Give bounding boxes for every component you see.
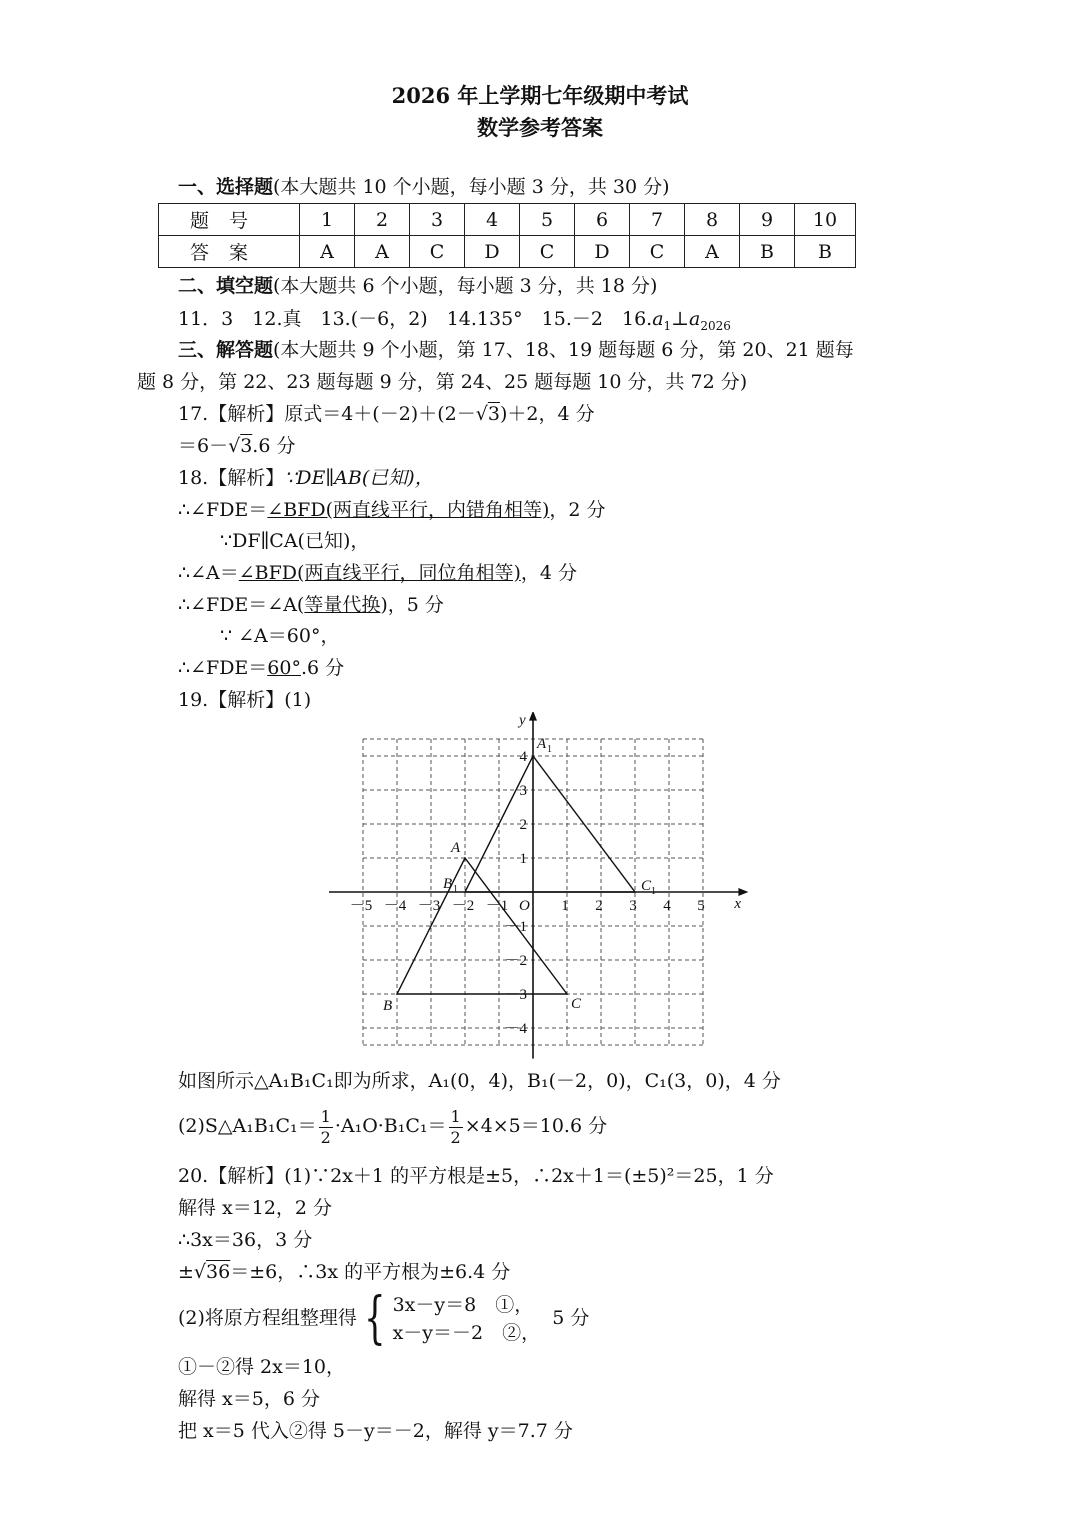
table-cell: 10 [795,204,856,236]
table-cell: 4 [465,204,520,236]
y-tick-label: －2 [504,953,527,969]
q18-line3: ∵DF∥CA(已知)， [220,530,370,552]
y-axis-label: y [519,712,526,729]
origin-label: O [519,898,530,914]
q19-conclusion: 如图所示△A₁B₁C₁即为所求，A₁(0，4)，B₁(－2，0)，C₁(3，0)，4 分 [178,1070,781,1092]
q19-part2-a: (2)S△A₁B₁C₁＝ [178,1115,317,1137]
row-label: 答案 [159,236,300,268]
x-tick-label: 4 [663,898,671,914]
x-tick-label: 2 [595,898,603,914]
q18-l2-a: ∴∠FDE＝ [178,499,268,521]
exam-title: 2026 年上学期七年级期中考试 [391,83,689,108]
section1-title: 一、选择题 [178,176,274,198]
sqrt-sign: √ [193,1261,207,1283]
table-cell: A [355,236,410,268]
table-cell: C [520,236,575,268]
sqrt-radicand: 3 [240,435,253,457]
equation-2: x－y＝－2 ②， [392,1322,541,1344]
q18-line7 [178,655,344,681]
section2-heading [178,273,657,299]
q19-part1: (1) [284,689,312,711]
point-label-a1-sub: 1 [547,744,552,755]
q20-line6: ①－②得 2x＝10， [178,1356,346,1378]
x-tick-label: 3 [629,898,637,914]
y-tick-label: 2 [519,817,527,833]
q18-l2-b: ，2 分 [549,499,606,521]
q19-line1 [178,687,311,713]
q20-line8: 把 x＝5 代入②得 5－y＝－2，解得 y＝7.7 分 [178,1420,573,1442]
q18-l7-a: ∴∠FDE＝ [178,657,268,679]
q18-line5 [178,592,444,618]
q18-line1 [178,465,434,491]
point-label-a1: A [537,736,547,752]
table-cell: C [630,236,685,268]
point-label-c1-sub: 1 [651,886,656,897]
ans16-sub1: 1 [663,318,672,333]
row-label: 题号 [159,204,300,236]
x-axis-label: x [734,896,742,912]
fraction-den: 2 [320,1127,331,1147]
x-tick-label: －3 [417,898,441,914]
point-label-c1: C [641,878,652,894]
table-cell: 2 [355,204,410,236]
x-tick-label: －2 [451,898,475,914]
x-tick-label: 1 [561,898,569,914]
table-row-answers [159,236,856,268]
x-tick-label: －1 [485,898,509,914]
point-labels [383,736,656,1014]
sqrt-sign: √ [475,403,488,425]
y-tick-label: 3 [519,783,527,799]
table-cell: 5 [520,204,575,236]
y-tick-label: －1 [504,919,527,935]
table-cell: A [685,236,740,268]
q17-line2-a: ＝6－ [178,435,229,457]
brace-icon: { [364,1286,386,1351]
q18-l5-a: ∴∠FDE＝∠A( [178,594,305,616]
answer-key-title: 数学参考答案 [477,115,603,140]
equation-1: 3x－y＝8 ①， [392,1294,534,1316]
q18-prefix: 18.【解析】 [178,467,285,489]
q20-l4-a: ± [178,1261,194,1283]
x-tick-label: －5 [349,898,373,914]
section2-note: (本大题共 6 个小题，每小题 3 分，共 18 分) [273,275,658,297]
table-cell: A [300,236,355,268]
q18-line6: ∵ ∠A＝60°， [220,625,340,647]
x-axis-arrow-icon [738,888,748,896]
y-axis-arrow-icon [529,712,537,721]
tick-labels [350,713,742,1037]
fraction-den: 2 [450,1127,461,1147]
q19-part2-c: ×4×5＝10.6 分 [464,1115,608,1137]
q18-l5-underlined: 等量代换 [304,594,381,616]
q18-l4-a: ∴∠A＝ [178,562,239,584]
ans16-var: a [652,308,664,330]
q20-line5 [178,1286,590,1351]
table-cell: 7 [630,204,685,236]
table-row-numbers [159,204,856,236]
table-cell: B [740,236,795,268]
q18-l5-b: )，5 分 [380,594,444,616]
answer-table [158,203,856,268]
q20-line1 [178,1163,774,1189]
section2-title: 二、填空题 [178,275,274,297]
fraction-num: 1 [320,1106,331,1126]
q19-prefix: 19.【解析】 [178,689,285,711]
q20-line4 [178,1259,510,1285]
q18-l7-underlined: 60° [267,657,301,679]
q18-l1: ∵DE∥AB(已知)， [284,467,434,489]
ans16-perp: ⊥ [671,308,690,330]
table-cell: 3 [410,204,465,236]
x-tick-label: 5 [697,898,705,914]
q19-part2-b: ·A₁O·B₁C₁＝ [334,1115,447,1137]
point-label-b1: B [443,876,453,892]
table-cell: 9 [740,204,795,236]
q19-part2 [178,1104,607,1148]
ans16-sub2: 2026 [700,318,731,333]
equation-system [393,1291,541,1347]
y-tick-label: －3 [504,987,527,1003]
fraction [449,1107,463,1148]
q17-line2-b: .6 分 [252,435,296,457]
table-cell: 6 [575,204,630,236]
sqrt-sign: √ [228,435,241,457]
section1-heading [178,174,670,200]
q20-l5-a: (2)将原方程组整理得 [178,1307,357,1329]
section1-note: (本大题共 10 个小题，每小题 3 分，共 30 分) [273,176,670,198]
q20-line3: ∴3x＝36，3 分 [178,1229,313,1251]
q18-l4-b: ，4 分 [520,562,577,584]
section3-note2: 题 8 分，第 22、23 题每题 9 分，第 24、25 题每题 10 分，共 72 分) [137,371,748,393]
q18-line4 [178,560,577,586]
section3-title: 三、解答题 [178,339,274,361]
q18-l4-underlined: ∠BFD(两直线平行，同位角相等) [238,562,521,584]
q18-l7-b: .6 分 [300,657,345,679]
coordinate-figure [325,712,755,1062]
table-cell: 8 [685,204,740,236]
q20-l4-b: ＝±6，∴3x 的平方根为±6.4 分 [230,1261,511,1283]
q17-prefix: 17.【解析】 [178,403,285,425]
q20-l5-b: 5 分 [552,1307,590,1329]
fraction-num: 1 [450,1106,461,1126]
q20-line7: 解得 x＝5，6 分 [178,1388,320,1410]
fraction [319,1107,333,1148]
y-tick-label: 4 [519,749,527,765]
q17-line1 [178,401,595,427]
y-tick-label: 1 [519,851,527,867]
point-label-c: C [571,996,582,1012]
x-tick-label: －4 [383,898,407,914]
q17-line2 [178,433,295,459]
section3-heading [178,337,854,363]
point-label-b1-sub: 1 [453,884,458,895]
sqrt-radicand: 36 [206,1261,231,1283]
q20-l1: (1)∵2x＋1 的平方根是±5，∴2x＋1＝(±5)²＝25，1 分 [284,1165,774,1187]
q20-prefix: 20.【解析】 [178,1165,285,1187]
q17-text-b: )＋2，4 分 [499,403,595,425]
table-cell: B [795,236,856,268]
table-cell: D [575,236,630,268]
q18-line2 [178,497,606,523]
q17-text-a: 原式＝4＋(－2)＋(2－ [284,403,476,425]
table-cell: D [465,236,520,268]
point-label-b: B [383,998,393,1014]
table-cell: 1 [300,204,355,236]
q18-l2-underlined: ∠BFD(两直线平行，内错角相等) [267,499,550,521]
fill-in-answers-text: 11．3 12.真 13.(－6，2) 14.135° 15.－2 16. [178,308,653,330]
q20-line2: 解得 x＝12，2 分 [178,1197,333,1219]
y-tick-label: －4 [504,1021,527,1037]
section3-note: (本大题共 9 个小题，第 17、18、19 题每题 6 分，第 20、21 题每 [273,339,854,361]
table-cell: C [410,236,465,268]
sqrt-radicand: 3 [487,403,500,425]
fill-in-answers [178,306,731,339]
point-label-a: A [451,840,461,856]
ans16-var2: a [689,308,701,330]
